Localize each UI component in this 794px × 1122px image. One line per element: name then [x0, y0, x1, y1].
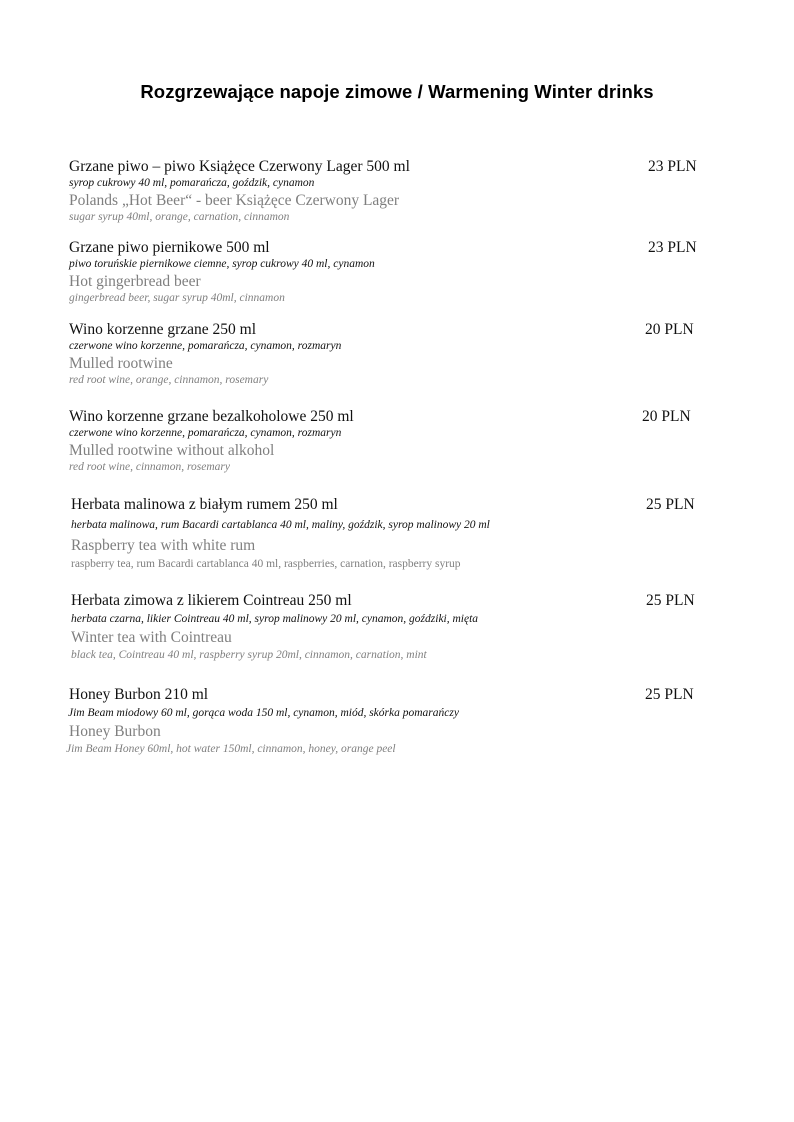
item-ingredients-pl: piwo toruńskie piernikowe ciemne, syrop cukrowy 40 ml, cynamon: [69, 258, 375, 270]
item-price: 25 PLN: [646, 592, 695, 609]
item-name-en: Hot gingerbread beer: [69, 273, 201, 290]
item-name-en: Mulled rootwine without alkohol: [69, 442, 275, 459]
item-name: Wino korzenne grzane bezalkoholowe 250 ml: [69, 408, 354, 425]
item-name: Herbata malinowa z białym rumem 250 ml: [71, 496, 338, 513]
menu-item: [71, 496, 490, 572]
page-title: Rozgrzewające napoje zimowe / Warmening Winter drinks: [140, 81, 654, 102]
item-ingredients-en: red root wine, orange, cinnamon, rosemary: [69, 374, 269, 386]
item-name-en: Honey Burbon: [69, 723, 161, 740]
menu-item: [69, 239, 375, 306]
item-price: 25 PLN: [646, 496, 695, 513]
item-name: Grzane piwo piernikowe 500 ml: [69, 239, 270, 256]
item-name-en: Polands „Hot Beer“ - beer Książęce Czerwony Lager: [69, 192, 400, 209]
menu-item: [69, 408, 354, 475]
item-ingredients-en: black tea, Cointreau 40 ml, raspberry syrup 20ml, cinnamon, carnation, mint: [71, 649, 427, 661]
item-name-en: Raspberry tea with white rum: [71, 537, 256, 554]
item-price: 20 PLN: [645, 321, 694, 338]
item-ingredients-pl: Jim Beam miodowy 60 ml, gorąca woda 150 ml, cynamon, miód, skórka pomarańczy: [68, 707, 459, 719]
item-price: 20 PLN: [642, 408, 691, 425]
item-price: 23 PLN: [648, 239, 697, 256]
item-name-en: Winter tea with Cointreau: [71, 629, 232, 646]
item-name: Grzane piwo – piwo Książęce Czerwony Lager 500 ml: [69, 158, 410, 175]
item-ingredients-pl: herbata czarna, likier Cointreau 40 ml, syrop malinowy 20 ml, cynamon, goździki, mięta: [71, 613, 479, 625]
item-ingredients-en: Jim Beam Honey 60ml, hot water 150ml, cinnamon, honey, orange peel: [66, 743, 396, 755]
menu-item: [67, 686, 459, 757]
item-ingredients-en: gingerbread beer, sugar syrup 40ml, cinnamon: [69, 292, 285, 304]
item-name-en: Mulled rootwine: [69, 355, 173, 372]
item-ingredients-pl: herbata malinowa, rum Bacardi cartablanca 40 ml, maliny, goździk, syrop malinowy 20 ml: [71, 519, 490, 531]
item-ingredients-en: red root wine, cinnamon, rosemary: [69, 461, 230, 473]
item-price: 25 PLN: [645, 686, 694, 703]
menu-item: [69, 321, 341, 388]
item-ingredients-en: sugar syrup 40ml, orange, carnation, cinnamon: [69, 211, 290, 223]
item-name: Herbata zimowa z likierem Cointreau 250 ml: [71, 592, 352, 609]
item-ingredients-pl: czerwone wino korzenne, pomarańcza, cynamon, rozmaryn: [69, 427, 342, 439]
item-ingredients-pl: czerwone wino korzenne, pomarańcza, cynamon, rozmaryn: [69, 340, 342, 352]
item-ingredients-pl: syrop cukrowy 40 ml, pomarańcza, goździk, cynamon: [69, 177, 315, 189]
menu-item: [69, 158, 410, 225]
item-ingredients-en: raspberry tea, rum Bacardi cartablanca 40 ml, raspberries, carnation, raspberry syrup: [71, 558, 461, 570]
menu-item: [71, 592, 478, 663]
item-name: Honey Burbon 210 ml: [69, 686, 209, 703]
item-name: Wino korzenne grzane 250 ml: [69, 321, 257, 338]
item-price: 23 PLN: [648, 158, 697, 175]
